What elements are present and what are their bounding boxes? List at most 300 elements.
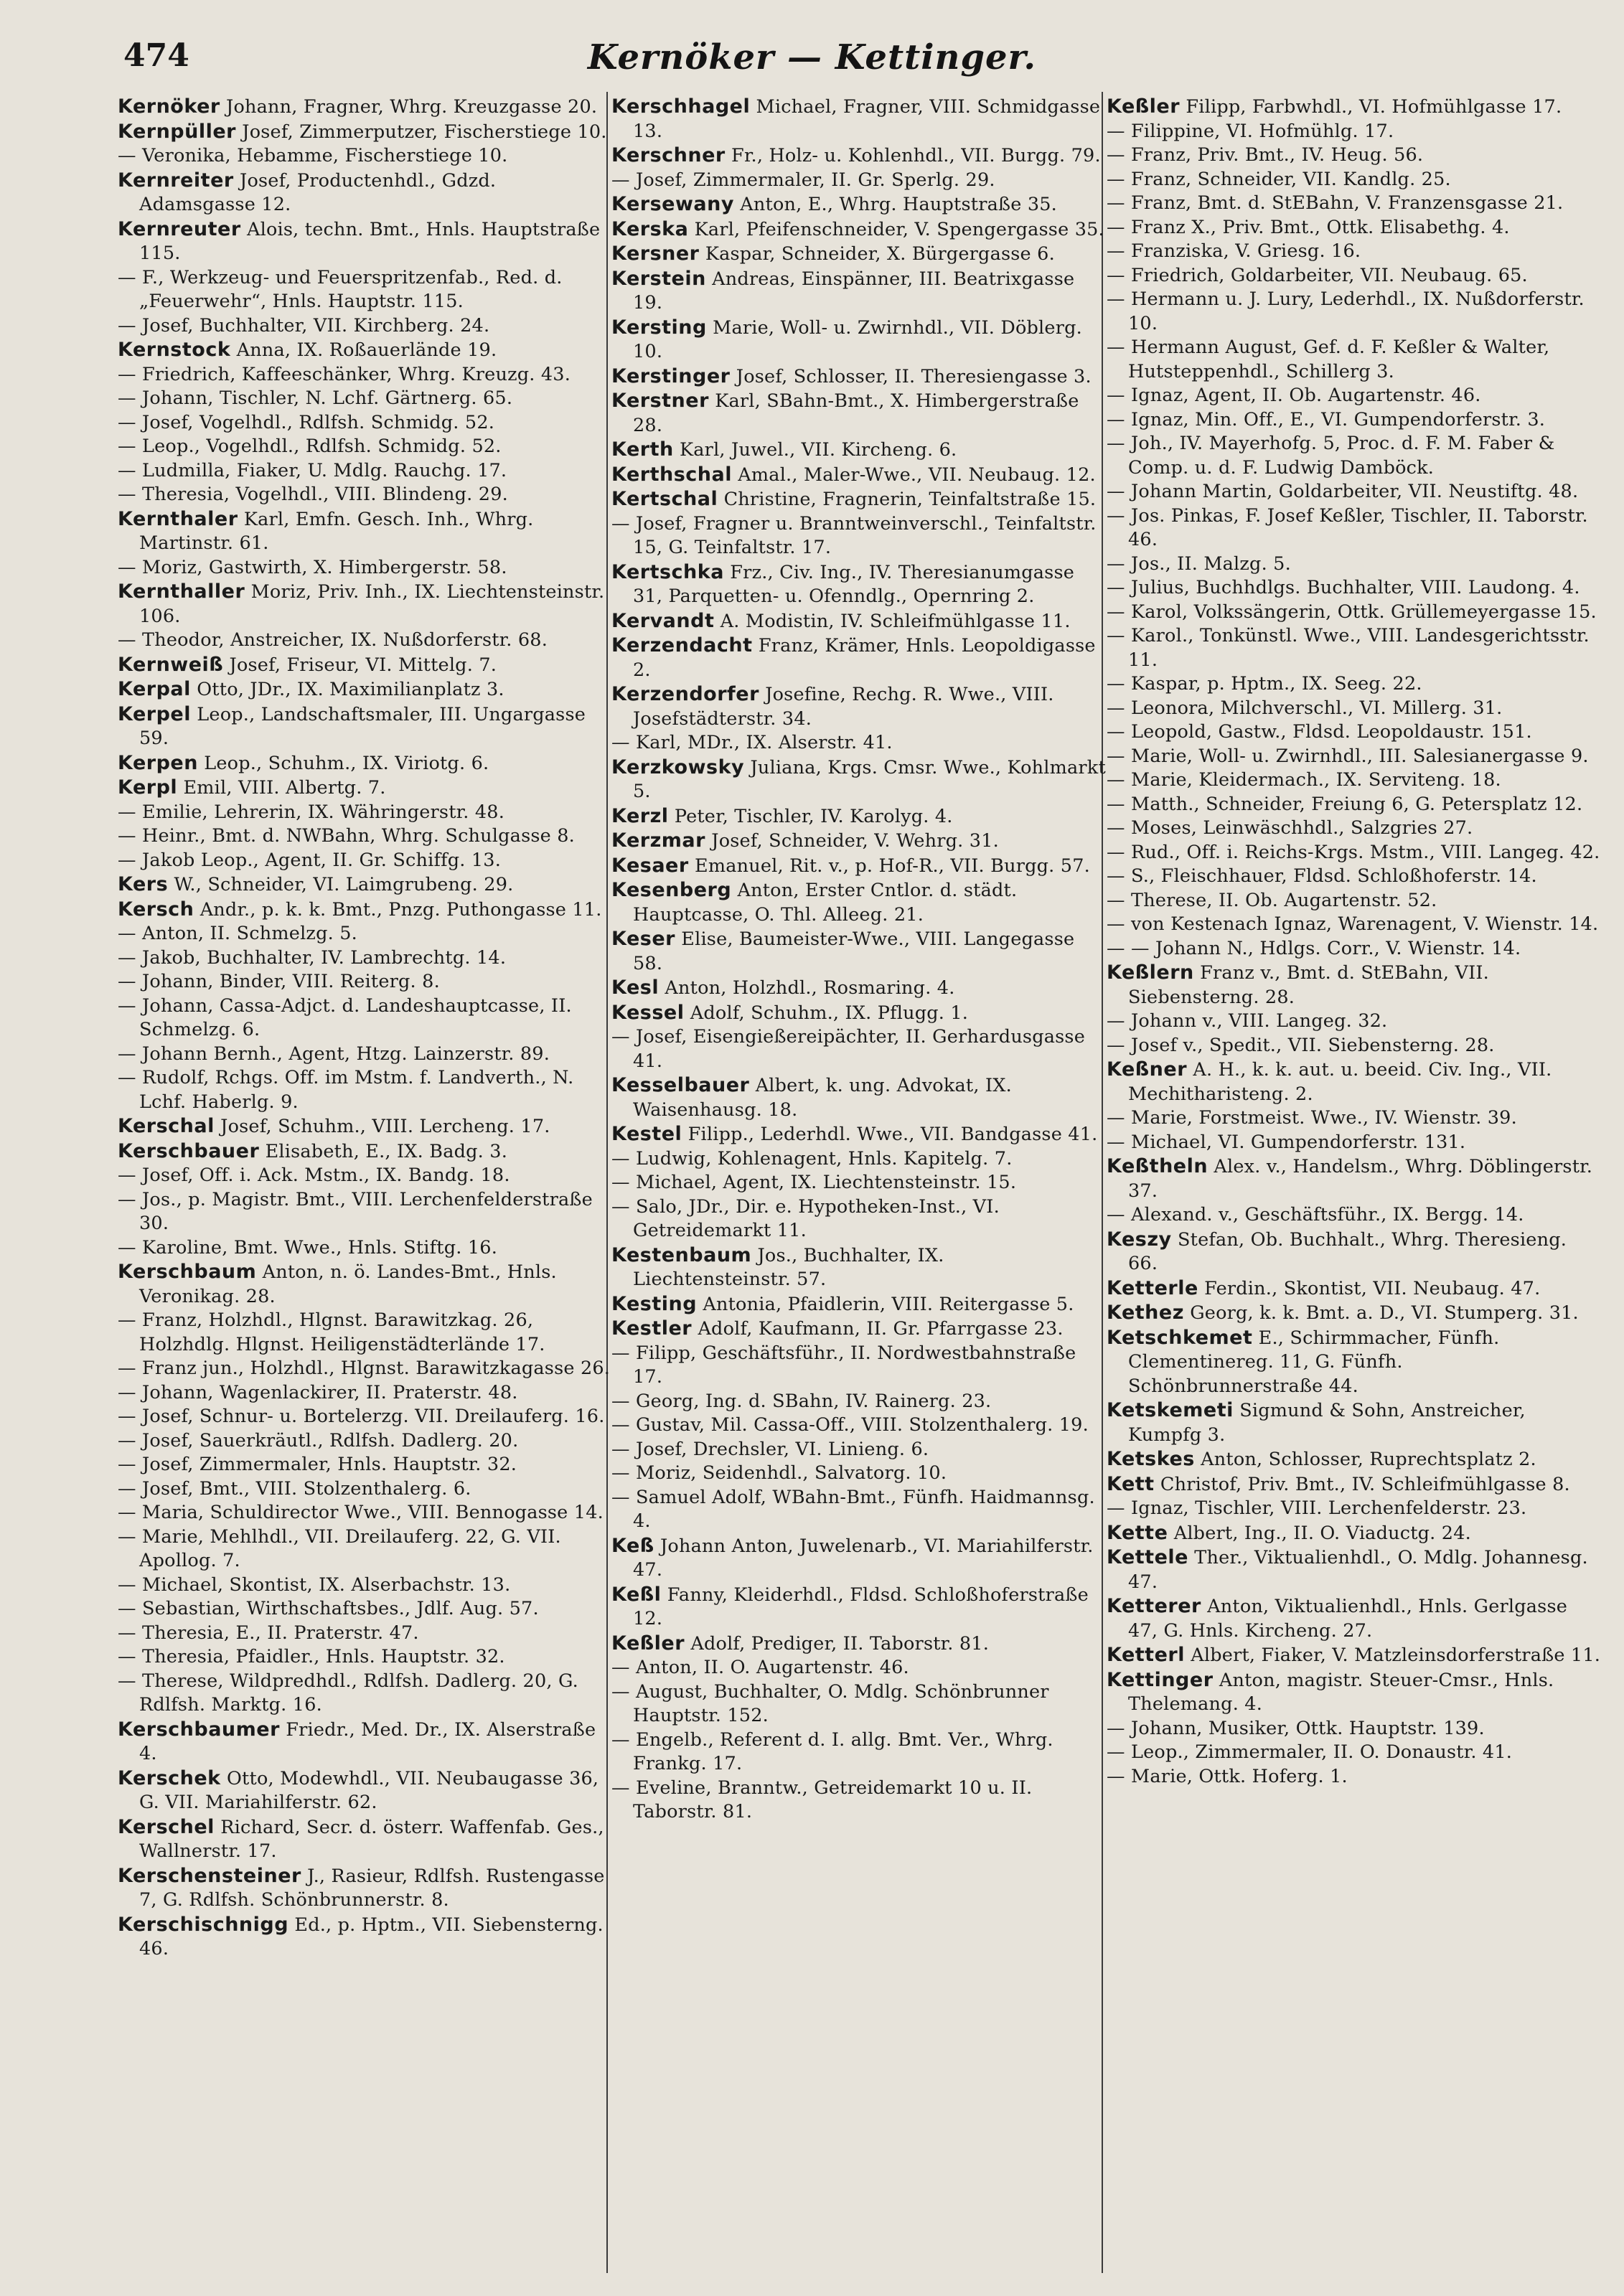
directory-entry xyxy=(1107,672,1602,697)
directory-entry xyxy=(118,580,613,629)
entry-text: Leop., Schuhm., IX. Viriotg. 6. xyxy=(204,752,489,774)
entry-surname: Kervandt xyxy=(611,609,715,632)
entry-text: Alois, techn. Bmt., Hnls. Hauptstraße 115. xyxy=(139,218,601,264)
directory-entry xyxy=(611,1534,1107,1583)
entry-text: — Josef, Vogelhdl., Rdlfsh. Schmidg. 52. xyxy=(118,411,495,433)
directory-entry xyxy=(118,994,613,1043)
entry-text: Antonia, Pfaidlerin, VIII. Reitergasse 5. xyxy=(703,1293,1074,1315)
directory-entry xyxy=(611,316,1107,364)
entry-text: — Karoline, Bmt. Wwe., Hnls. Stiftg. 16. xyxy=(118,1236,498,1258)
entry-surname: Kerpen xyxy=(118,751,198,774)
directory-entry xyxy=(611,217,1107,243)
directory-entry xyxy=(1107,768,1602,793)
directory-entry xyxy=(118,1864,613,1913)
entry-surname: Kerthschal xyxy=(611,463,732,486)
entry-text: — Jos. Pinkas, F. Josef Keßler, Tischler, II. Taborstr. 46. xyxy=(1107,504,1588,550)
directory-entry xyxy=(611,878,1107,927)
entry-text: Friedr., Med. Dr., IX. Alserstraße 4. xyxy=(139,1718,596,1764)
entry-surname: Kesselbauer xyxy=(611,1074,750,1096)
entry-text: — Michael, Agent, IX. Liechtensteinstr. 15. xyxy=(611,1172,1017,1193)
directory-entry xyxy=(118,483,613,507)
directory-entry xyxy=(118,507,613,556)
directory-entry xyxy=(118,1645,613,1670)
directory-entry xyxy=(118,922,613,946)
entry-surname: Kerschbaum xyxy=(118,1261,257,1283)
directory-entry xyxy=(611,463,1107,488)
entry-text: — Marie, Ottk. Hoferg. 1. xyxy=(1107,1765,1348,1787)
directory-entry xyxy=(118,1405,613,1429)
entry-surname: Kesting xyxy=(611,1292,698,1315)
entry-text: Richard, Secr. d. österr. Waffenfab. Ges., Wallnerstr. 17. xyxy=(139,1816,604,1862)
entry-text: — Johann, Binder, VIII. Reiterg. 8. xyxy=(118,971,440,992)
directory-entry xyxy=(1107,720,1602,745)
directory-entry xyxy=(1107,384,1602,408)
entry-text: — Hermann August, Gef. d. F. Keßler & Walter, Hutsteppenhdl., Schillerg 3. xyxy=(1107,337,1550,382)
entry-text: Franz, Krämer, Hnls. Leopoldigasse 2. xyxy=(633,635,1096,681)
directory-entry xyxy=(1107,408,1602,433)
directory-entry xyxy=(1107,95,1602,120)
directory-entry xyxy=(1107,1131,1602,1155)
entry-surname: Kessel xyxy=(611,1001,685,1024)
directory-entry xyxy=(118,1357,613,1381)
directory-entry xyxy=(611,242,1107,267)
entry-text: Alex. v., Handelsm., Whrg. Döblingerstr. 37. xyxy=(1128,1156,1593,1202)
entry-text: — Johann, Tischler, N. Lchf. Gärtnerg. 65. xyxy=(118,387,513,409)
entry-text: — Franz, Holzhdl., Hlgnst. Barawitzkag. 26, Holzhdlg. Hlgnst. Heiligenstädterlände 17. xyxy=(118,1309,545,1355)
directory-entry xyxy=(118,338,613,363)
directory-entry xyxy=(1107,817,1602,841)
entry-surname: Kerschensteiner xyxy=(118,1864,301,1887)
directory-entry xyxy=(118,1718,613,1766)
entry-text: — Veronika, Hebamme, Fischerstiege 10. xyxy=(118,145,508,166)
directory-entry xyxy=(118,95,613,120)
directory-entry xyxy=(1107,1058,1602,1106)
entry-text: Fanny, Kleiderhdl., Fldsd. Schloßhoferstraße 12. xyxy=(633,1584,1089,1629)
directory-entry xyxy=(118,1525,613,1573)
entry-text: — Franz, Priv. Bmt., IV. Heug. 56. xyxy=(1107,144,1424,166)
directory-entry xyxy=(611,634,1107,682)
entry-text: Andr., p. k. k. Bmt., Pnzg. Puthongasse 11. xyxy=(200,898,602,921)
directory-entry xyxy=(118,801,613,825)
entry-surname: Kerschhagel xyxy=(611,95,751,118)
entry-text: Moriz, Priv. Inh., IX. Liechtensteinstr. 106. xyxy=(139,581,605,627)
entry-surname: Kerth xyxy=(611,438,674,461)
directory-entry xyxy=(1107,1154,1602,1203)
entry-text: — Theresia, E., II. Praterstr. 47. xyxy=(118,1622,419,1644)
entry-text: Otto, Modewhdl., VII. Neubaugasse 36, G. VII. Mariahilferstr. 62. xyxy=(139,1767,599,1813)
entry-text: — Josef, Zimmermaler, Hnls. Hauptstr. 32. xyxy=(118,1454,517,1475)
entry-surname: Kernweiß xyxy=(118,653,224,676)
directory-entry xyxy=(1107,120,1602,144)
entry-text: Anton, E., Whrg. Hauptstraße 35. xyxy=(740,194,1057,215)
entry-text: Ed., p. Hptm., VII. Siebensterng. 46. xyxy=(139,1914,604,1959)
entry-surname: Keßtheln xyxy=(1107,1155,1208,1177)
entry-surname: Kernthaller xyxy=(118,580,245,603)
directory-entry xyxy=(611,1171,1107,1195)
entry-text: — Ignaz, Agent, II. Ob. Augartenstr. 46. xyxy=(1107,385,1481,406)
directory-entry xyxy=(611,1147,1107,1172)
entry-text: Josef, Zimmerputzer, Fischerstiege 10. xyxy=(242,121,607,143)
directory-entry xyxy=(611,1680,1107,1728)
directory-entry xyxy=(1107,576,1602,601)
entry-text: Emil, VIII. Albertg. 7. xyxy=(183,777,386,799)
entry-surname: Keser xyxy=(611,928,675,950)
directory-entry xyxy=(118,872,613,898)
directory-entry xyxy=(1107,889,1602,913)
entry-text: — Moriz, Gastwirth, X. Himbergerstr. 58. xyxy=(118,556,507,578)
entry-text: — Heinr., Bmt. d. NWBahn, Whrg. Schulgasse 8. xyxy=(118,825,575,847)
directory-entry xyxy=(611,609,1107,634)
entry-text: — Jos., II. Malzg. 5. xyxy=(1107,552,1291,575)
directory-entry xyxy=(1107,745,1602,769)
entry-text: Albert, Ing., II. O. Viaductg. 24. xyxy=(1173,1522,1471,1544)
entry-text: Emanuel, Rit. v., p. Hof-R., VII. Burgg. 57. xyxy=(695,855,1090,877)
entry-text: Anton, magistr. Steuer-Cmsr., Hnls. Thelemang. 4. xyxy=(1128,1669,1554,1715)
entry-text: Anna, IX. Roßauerlände 19. xyxy=(236,339,497,361)
directory-entry xyxy=(1107,1398,1602,1447)
entry-text: Christof, Priv. Bmt., IV. Schleifmühlgasse 8. xyxy=(1160,1473,1570,1495)
entry-text: — Samuel Adolf, WBahn-Bmt., Fünfh. Haidmannsg. 4. xyxy=(611,1486,1095,1532)
entry-surname: Kerstner xyxy=(611,390,709,412)
directory-entry xyxy=(118,629,613,653)
directory-entry xyxy=(1107,336,1602,384)
entry-text: — Kaspar, p. Hptm., IX. Seeg. 22. xyxy=(1107,673,1422,695)
entry-text: — Leop., Vogelhdl., Rdlfsh. Schmidg. 52. xyxy=(118,436,502,457)
directory-entry xyxy=(611,438,1107,463)
entry-surname: Keßlern xyxy=(1107,961,1194,984)
entry-text: Michael, Fragner, VIII. Schmidgasse 13. xyxy=(633,96,1101,142)
entry-text: Frz., Civ. Ing., IV. Theresianumgasse 31, Parquetten- u. Ofenndlg., Opernring 2. xyxy=(633,561,1075,607)
entry-text: Ferdin., Skontist, VII. Neubaug. 47. xyxy=(1204,1277,1541,1299)
entry-text: — Karl, MDr., IX. Alserstr. 41. xyxy=(611,732,893,753)
entry-text: — Josef, Schnur- u. Bortelerzg. VII. Dreilauferg. 16. xyxy=(118,1406,605,1427)
directory-entry xyxy=(1107,1741,1602,1765)
directory-entry xyxy=(1107,697,1602,721)
entry-surname: Ketterle xyxy=(1107,1276,1198,1299)
directory-entry xyxy=(1107,961,1602,1010)
entry-text: — Anton, II. Schmelzg. 5. xyxy=(118,923,357,944)
entry-surname: Kerstinger xyxy=(611,364,731,387)
entry-text: — Josef, Bmt., VIII. Stolzenthalerg. 6. xyxy=(118,1477,471,1500)
entry-surname: Ketskes xyxy=(1107,1448,1195,1470)
entry-text: — Theodor, Anstreicher, IX. Nußdorferstr. 68. xyxy=(118,629,548,651)
entry-text: — Leopold, Gastw., Fldsd. Leopoldaustr. 151. xyxy=(1107,721,1532,743)
entry-text: Adolf, Prediger, II. Taborstr. 81. xyxy=(690,1632,990,1655)
entry-text: — Friedrich, Goldarbeiter, VII. Neubaug. 65. xyxy=(1107,264,1528,286)
entry-surname: Kerschbauer xyxy=(118,1139,260,1162)
directory-entry xyxy=(118,849,613,873)
directory-entry xyxy=(1107,1276,1602,1302)
entry-text: — Marie, Kleidermach., IX. Serviteng. 18. xyxy=(1107,769,1501,791)
directory-entry xyxy=(611,1195,1107,1243)
entry-text: — Johann v., VIII. Langeg. 32. xyxy=(1107,1010,1388,1032)
entry-surname: Kerzendorfer xyxy=(611,683,759,705)
directory-entry xyxy=(1107,552,1602,577)
entry-text: — Michael, Skontist, IX. Alserbachstr. 13. xyxy=(118,1573,511,1596)
directory-entry xyxy=(611,1777,1107,1825)
directory-entry xyxy=(1107,793,1602,817)
entry-text: — Marie, Mehlhdl., VII. Dreilauferg. 22, G. VII. Apollog. 7. xyxy=(118,1525,561,1571)
page-header xyxy=(0,37,1624,88)
entry-text: Ther., Viktualienhdl., O. Mdlg. Johannesg. 47. xyxy=(1128,1547,1588,1593)
directory-entry xyxy=(1107,937,1602,961)
entry-surname: Kesaer xyxy=(611,854,689,877)
entry-surname: Kerpal xyxy=(118,678,191,700)
directory-entry xyxy=(118,1670,613,1718)
entry-text: — Josef, Zimmermaler, II. Gr. Sperlg. 29. xyxy=(611,169,995,191)
entry-text: — Hermann u. J. Lury, Lederhdl., IX. Nußdorferstr. 10. xyxy=(1107,288,1585,334)
directory-entry xyxy=(611,1001,1107,1026)
directory-entry xyxy=(611,1438,1107,1462)
directory-entry xyxy=(118,144,613,169)
entry-surname: Kestenbaum xyxy=(611,1243,752,1266)
directory-entry xyxy=(118,1477,613,1502)
entry-surname: Keßler xyxy=(1107,95,1181,118)
entry-surname: Kerschel xyxy=(118,1815,215,1838)
entry-text: Stefan, Ob. Buchhalt., Whrg. Theresieng. 66. xyxy=(1128,1228,1567,1274)
entry-text: Adolf, Kaufmann, II. Gr. Pfarrgasse 23. xyxy=(698,1318,1064,1340)
entry-surname: Kettinger xyxy=(1107,1668,1214,1691)
entry-text: — Moriz, Seidenhdl., Salvatorg. 10. xyxy=(611,1462,947,1484)
directory-entry xyxy=(1107,216,1602,240)
directory-entry xyxy=(118,970,613,994)
entry-text: Karl, Emfn. Gesch. Inh., Whrg. Martinstr. 61. xyxy=(139,508,534,554)
entry-text: — F., Werkzeug- und Feuerspritzenfab., Red. d. „Feuerwehr“, Hnls. Hauptstr. 115. xyxy=(118,266,563,312)
directory-entry xyxy=(611,976,1107,1001)
entry-text: — Leop., Zimmermaler, II. O. Donaustr. 41. xyxy=(1107,1741,1513,1763)
entry-surname: Kerstein xyxy=(611,267,706,290)
entry-surname: Keß xyxy=(611,1534,654,1557)
directory-entry xyxy=(611,1390,1107,1414)
entry-text: Anton, Viktualienhdl., Hnls. Gerlgasse 47, G. Hnls. Kircheng. 27. xyxy=(1128,1596,1568,1642)
entry-text: Leop., Landschaftsmaler, III. Ungargasse 59. xyxy=(139,703,586,749)
directory-entry xyxy=(611,1317,1107,1342)
directory-entry xyxy=(611,1292,1107,1317)
entry-text: — Franz, Bmt. d. StEBahn, V. Franzensgasse 21. xyxy=(1107,192,1564,214)
directory-entry xyxy=(611,1243,1107,1292)
directory-entry xyxy=(1107,601,1602,625)
directory-entry xyxy=(118,266,613,314)
directory-entry xyxy=(1107,1010,1602,1034)
entry-text: — Eveline, Branntw., Getreidemarkt 10 u. II. Taborstr. 81. xyxy=(611,1777,1033,1822)
column-1 xyxy=(118,95,613,2276)
directory-entry xyxy=(611,560,1107,609)
entry-text: — Gustav, Mil. Cassa-Off., VIII. Stolzenthalerg. 19. xyxy=(611,1414,1089,1436)
directory-entry xyxy=(118,459,613,484)
directory-entry xyxy=(118,387,613,411)
directory-entry xyxy=(118,898,613,923)
entry-text: — Josef, Fragner u. Branntweinverschl., Teinfaltstr. 15, G. Teinfaltstr. 17. xyxy=(611,512,1097,558)
entry-surname: Kerpel xyxy=(118,702,191,725)
directory-entry xyxy=(1107,240,1602,264)
entry-text: — Karol., Tonkünstl. Wwe., VIII. Landesgerichtsstr. 11. xyxy=(1107,625,1590,671)
entry-text: — Anton, II. O. Augartenstr. 46. xyxy=(611,1657,909,1678)
entry-text: — Leonora, Milchverschl., VI. Millerg. 31. xyxy=(1107,697,1503,719)
entry-text: Anton, Schlosser, Ruprechtsplatz 2. xyxy=(1201,1449,1536,1470)
entry-surname: Keszy xyxy=(1107,1228,1172,1251)
entry-surname: Kernreuter xyxy=(118,217,241,240)
entry-text: Josef, Schneider, V. Wehrg. 31. xyxy=(711,830,999,852)
entry-text: — von Kestenach Ignaz, Warenagent, V. Wienstr. 14. xyxy=(1107,913,1599,935)
entry-text: — Theresia, Pfaidler., Hnls. Hauptstr. 32. xyxy=(118,1646,505,1667)
entry-text: Johann, Fragner, Whrg. Kreuzgasse 20. xyxy=(226,96,598,118)
directory-entry xyxy=(118,217,613,266)
directory-entry xyxy=(118,1913,613,1962)
directory-entry xyxy=(1107,480,1602,504)
entry-text: Kaspar, Schneider, X. Bürgergasse 6. xyxy=(705,243,1055,265)
entry-text: Andreas, Einspänner, III. Beatrixgasse 19. xyxy=(633,268,1075,314)
entry-surname: Kerska xyxy=(611,217,689,240)
directory-entry xyxy=(1107,841,1602,865)
directory-entry xyxy=(1107,1643,1602,1668)
entry-text: W., Schneider, VI. Laimgrubeng. 29. xyxy=(174,874,514,895)
entry-surname: Kernreiter xyxy=(118,169,234,192)
entry-text: Franz v., Bmt. d. StEBahn, VII. Siebensterng. 28. xyxy=(1128,962,1489,1008)
entry-text: — Jakob, Buchhalter, IV. Lambrechtg. 14. xyxy=(118,946,507,969)
entry-surname: Kerzendacht xyxy=(611,634,753,657)
entry-surname: Kerzmar xyxy=(611,829,705,852)
directory-entry xyxy=(118,1573,613,1598)
entry-text: — Alexand. v., Geschäftsführ., IX. Bergg. 14. xyxy=(1107,1204,1524,1225)
directory-entry xyxy=(611,829,1107,854)
directory-entry xyxy=(1107,1545,1602,1594)
entry-text: Karl, SBahn-Bmt., X. Himbergerstraße 28. xyxy=(633,390,1079,436)
entry-surname: Keßner xyxy=(1107,1058,1188,1081)
entry-surname: Kersting xyxy=(611,316,707,339)
entry-text: Juliana, Krgs. Cmsr. Wwe., Kohlmarkt 5. xyxy=(633,756,1106,802)
directory-entry xyxy=(1107,1765,1602,1789)
directory-entry xyxy=(1107,432,1602,480)
entry-text: Elisabeth, E., IX. Badg. 3. xyxy=(265,1140,508,1162)
directory-entry xyxy=(1107,1594,1602,1643)
directory-entry xyxy=(1107,144,1602,168)
entry-text: — Ludmilla, Fiaker, U. Mdlg. Rauchg. 17. xyxy=(118,459,507,481)
entry-surname: Ketskemeti xyxy=(1107,1399,1234,1421)
directory-entry xyxy=(611,1583,1107,1632)
directory-entry xyxy=(118,1114,613,1139)
directory-entry xyxy=(118,1815,613,1864)
directory-entry xyxy=(118,1766,613,1815)
directory-entry xyxy=(611,487,1107,512)
entry-text: — S., Fleischhauer, Fldsd. Schloßhoferstr. 14. xyxy=(1107,865,1537,887)
entry-text: — Jakob Leop., Agent, II. Gr. Schiffg. 13. xyxy=(118,849,502,871)
entry-surname: Kersner xyxy=(611,243,700,265)
directory-entry xyxy=(118,776,613,801)
entry-text: Marie, Woll- u. Zwirnhdl., VII. Döblerg. 10. xyxy=(633,316,1082,362)
directory-entry xyxy=(118,702,613,751)
directory-entry xyxy=(611,267,1107,316)
entry-surname: Kertschal xyxy=(611,488,718,510)
entry-text: Josef, Productenhdl., Gdzd. Adamsgasse 12. xyxy=(139,169,497,215)
entry-text: — Johann, Wagenlackirer, II. Praterstr. 48. xyxy=(118,1381,518,1403)
directory-entry xyxy=(611,731,1107,756)
entry-surname: Kerschek xyxy=(118,1766,221,1789)
directory-entry xyxy=(118,751,613,776)
directory-entry xyxy=(118,946,613,971)
entry-text: — Josef v., Spedit., VII. Siebensterng. 28. xyxy=(1107,1034,1495,1056)
directory-entry xyxy=(118,1597,613,1622)
directory-entry xyxy=(1107,1668,1602,1717)
directory-entry xyxy=(1107,192,1602,216)
entry-text: Josef, Friseur, VI. Mittelg. 7. xyxy=(229,654,497,676)
entry-text: — Johann, Cassa-Adjct. d. Landeshauptcasse, II. Schmelzg. 6. xyxy=(118,994,572,1040)
directory-entry xyxy=(118,1188,613,1236)
entry-text: — Rudolf, Rchgs. Off. im Mstm. f. Landverth., N. Lchf. Haberlg. 9. xyxy=(118,1067,574,1113)
entry-surname: Kesenberg xyxy=(611,879,732,901)
running-head: Kernöker — Kettinger. xyxy=(587,37,1037,77)
directory-entry xyxy=(611,95,1107,144)
directory-entry xyxy=(118,411,613,436)
entry-text: Otto, JDr., IX. Maximilianplatz 3. xyxy=(197,679,504,700)
entry-text: — Matth., Schneider, Freiung 6, G. Petersplatz 12. xyxy=(1107,793,1583,815)
entry-text: Anton, n. ö. Landes-Bmt., Hnls. Veronikag. 28. xyxy=(139,1261,557,1307)
entry-text: Filipp, Farbwhdl., VI. Hofmühlgasse 17. xyxy=(1186,96,1562,118)
entry-text: — Ludwig, Kohlenagent, Hnls. Kapitelg. 7. xyxy=(611,1147,1013,1170)
entry-text: Fr., Holz- u. Kohlenhdl., VII. Burgg. 79. xyxy=(731,145,1101,166)
entry-surname: Kernthaler xyxy=(118,507,238,530)
entry-text: Sigmund & Sohn, Anstreicher, Kumpfg 3. xyxy=(1128,1400,1526,1446)
entry-surname: Kestel xyxy=(611,1123,682,1145)
directory-entry xyxy=(1107,624,1602,672)
column-2 xyxy=(611,95,1107,2276)
page-number: 474 xyxy=(123,37,189,74)
directory-entry xyxy=(611,1632,1107,1657)
directory-entry xyxy=(1107,1034,1602,1058)
directory-entry xyxy=(118,169,613,217)
entry-text: Anton, Erster Cntlor. d. städt. Hauptcasse, O. Thl. Alleeg. 21. xyxy=(633,880,1018,926)
entry-text: — Franziska, V. Griesg. 16. xyxy=(1107,240,1361,262)
entry-text: Elise, Baumeister-Wwe., VIII. Langegasse 58. xyxy=(633,928,1075,974)
entry-text: — Joh., IV. Mayerhofg. 5, Proc. d. F. M. Faber & Comp. u. d. F. Ludwig Damböck. xyxy=(1107,433,1555,479)
directory-entry xyxy=(1107,1521,1602,1546)
entry-surname: Kette xyxy=(1107,1521,1168,1544)
entry-text: — Emilie, Lehrerin, IX. Währingerstr. 48. xyxy=(118,801,504,823)
directory-entry xyxy=(611,1073,1107,1122)
directory-entry xyxy=(611,144,1107,169)
entry-surname: Kersch xyxy=(118,898,194,921)
entry-surname: Kerschner xyxy=(611,144,726,166)
directory-entry xyxy=(1107,1203,1602,1228)
entry-surname: Kernstock xyxy=(118,339,231,361)
entry-surname: Kestler xyxy=(611,1317,693,1340)
directory-entry xyxy=(118,435,613,459)
entry-text: — Johann Bernh., Agent, Htzg. Lainzerstr. 89. xyxy=(118,1043,550,1065)
directory-entry xyxy=(118,824,613,849)
directory-entry xyxy=(1107,1472,1602,1497)
directory-entry xyxy=(1107,1497,1602,1521)
entry-text: — Franz X., Priv. Bmt., Ottk. Elisabethg. 4. xyxy=(1107,216,1510,238)
entry-text: A. Modistin, IV. Schleifmühlgasse 11. xyxy=(720,610,1071,632)
directory-entry xyxy=(118,1309,613,1357)
entry-text: — Rud., Off. i. Reichs-Krgs. Mstm., VIII. Langeg. 42. xyxy=(1107,841,1600,863)
entry-surname: Ketterer xyxy=(1107,1595,1201,1617)
entry-text: — Josef, Off. i. Ack. Mstm., IX. Bandg. 18. xyxy=(118,1165,510,1186)
entry-text: Peter, Tischler, IV. Karolyg. 4. xyxy=(674,805,953,827)
entry-text: — Ignaz, Tischler, VIII. Lerchenfelderstr. 23. xyxy=(1107,1497,1527,1519)
entry-text: Josef, Schlosser, II. Theresiengasse 3. xyxy=(736,365,1092,387)
directory-entry xyxy=(1107,1228,1602,1276)
directory-entry xyxy=(118,1429,613,1454)
entry-text: — Jos., p. Magistr. Bmt., VIII. Lerchenfelderstraße 30. xyxy=(118,1188,593,1234)
entry-surname: Kerzl xyxy=(611,804,669,827)
entry-text: — Engelb., Referent d. I. allg. Bmt. Ver., Whrg. Frankg. 17. xyxy=(611,1728,1053,1774)
entry-text: — Maria, Schuldirector Wwe., VIII. Bennogasse 14. xyxy=(118,1502,604,1523)
entry-text: — Ignaz, Min. Off., E., VI. Gumpendorferstr. 3. xyxy=(1107,408,1546,430)
entry-surname: Ketschkemet xyxy=(1107,1326,1253,1349)
entry-text: — Johann Martin, Goldarbeiter, VII. Neustiftg. 48. xyxy=(1107,481,1579,502)
directory-entry xyxy=(1107,1717,1602,1741)
directory-entry xyxy=(1107,1106,1602,1131)
